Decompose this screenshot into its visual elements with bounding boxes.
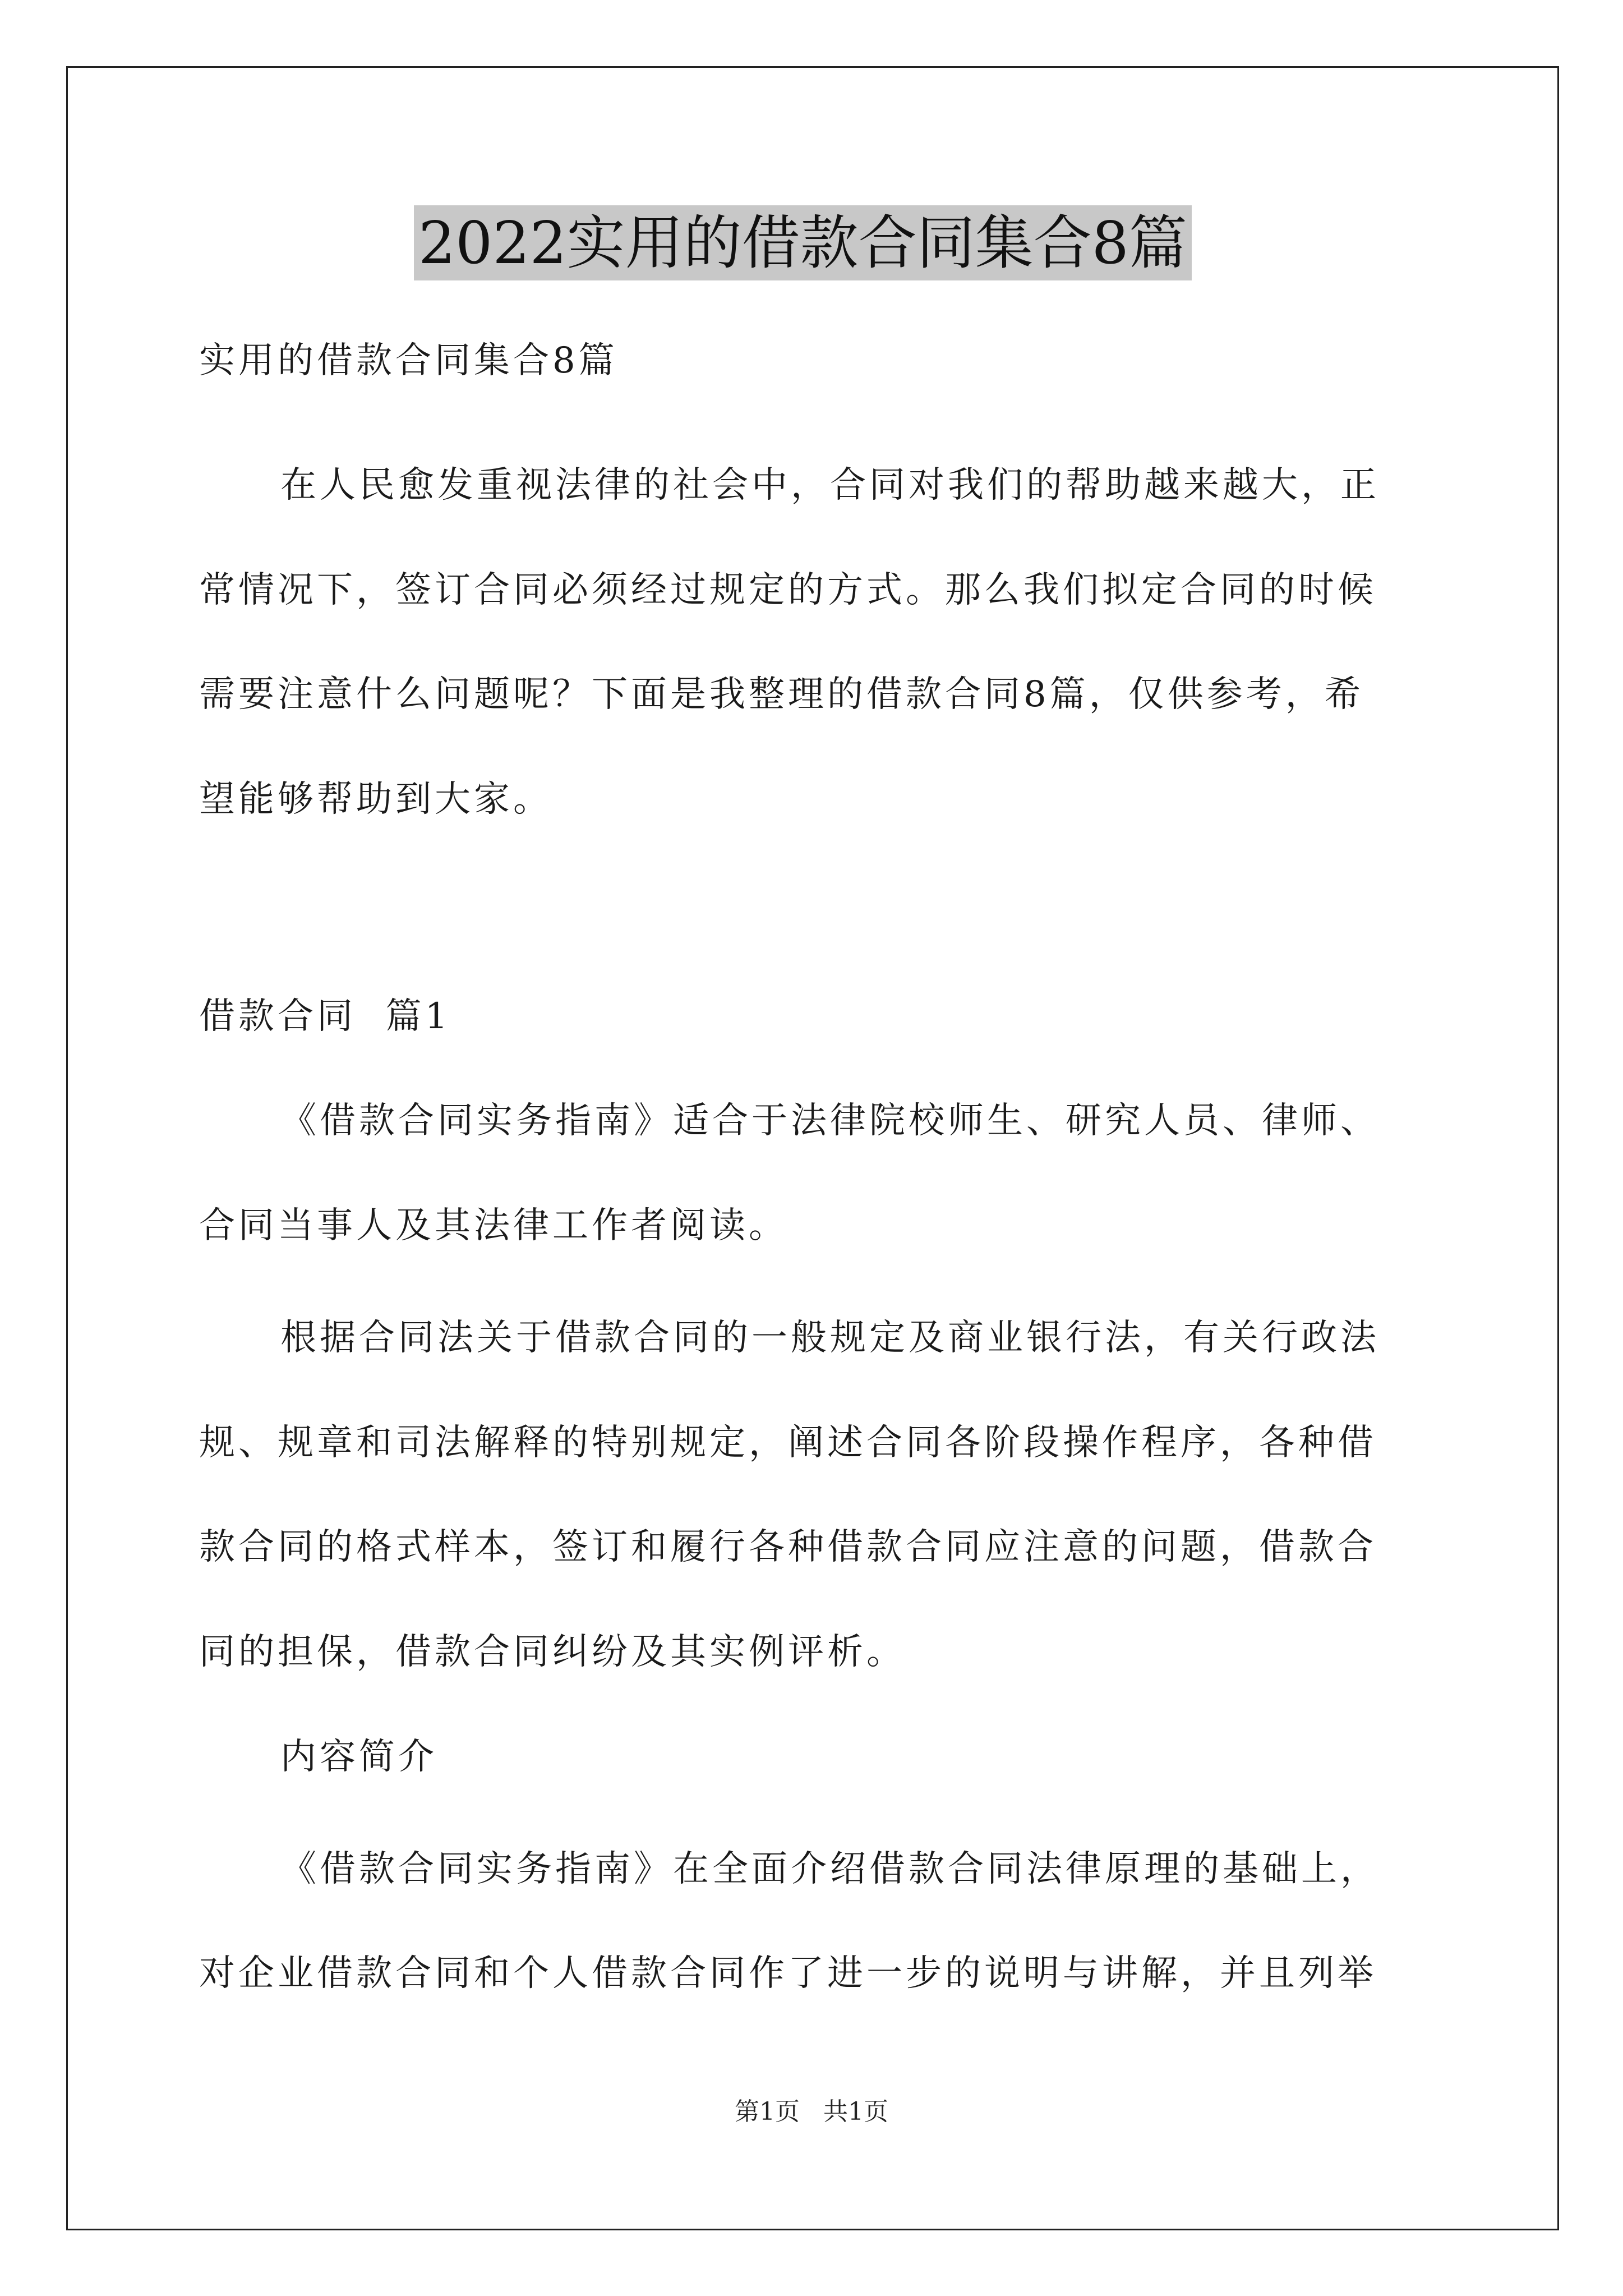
- section-p2-line-3: 款合同的格式样本，签订和履行各种借款合同应注意的问题，借款合: [199, 1526, 1377, 1568]
- section-p3-line-1: 《借款合同实务指南》在全面介绍借款合同法律原理的基础上，: [280, 1848, 1380, 1890]
- section-p1-line-1: 《借款合同实务指南》适合于法律院校师生、研究人员、律师、: [280, 1100, 1380, 1142]
- section-p2-line-4: 同的担保，借款合同纠纷及其实例评析。: [199, 1631, 906, 1673]
- section-p2-line-1: 根据合同法关于借款合同的一般规定及商业银行法，有关行政法: [280, 1317, 1380, 1359]
- intro-line-2: 常情况下，签订合同必须经过规定的方式。那么我们拟定合同的时候: [199, 569, 1377, 611]
- intro-line-3: 需要注意什么问题呢？下面是我整理的借款合同8篇，仅供参考，希: [199, 674, 1364, 715]
- page-border: [66, 66, 1559, 2230]
- section-p3-line-2: 对企业借款合同和个人借款合同作了进一步的说明与讲解，并且列举: [199, 1953, 1377, 1994]
- document-title: 2022实用的借款合同集合8篇: [414, 205, 1192, 280]
- section-p2-line-2: 规、规章和司法解释的特别规定，阐述合同各阶段操作程序，各种借: [199, 1422, 1377, 1464]
- content-heading: 内容简介: [280, 1736, 437, 1778]
- section-p1-line-2: 合同当事人及其法律工作者阅读。: [199, 1205, 788, 1246]
- intro-line-4: 望能够帮助到大家。: [199, 779, 552, 820]
- page-footer: 第1页 共1页: [735, 2097, 888, 2126]
- intro-line-1: 在人民愈发重视法律的社会中，合同对我们的帮助越来越大，正: [280, 464, 1380, 506]
- document-subtitle: 实用的借款合同集合8篇: [199, 340, 618, 381]
- section-heading: 借款合同 篇1: [199, 996, 451, 1037]
